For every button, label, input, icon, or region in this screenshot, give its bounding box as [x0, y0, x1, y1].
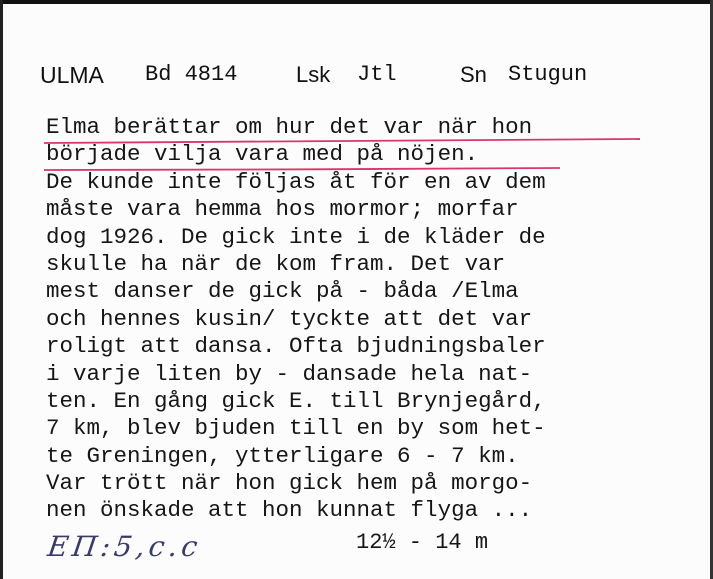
note-line-10: i varje liten by - dansade hela nat-: [46, 360, 533, 387]
recording-measurement: 12½ - 14 m: [356, 530, 489, 555]
note-line-2: började vilja vara med på nöjen.: [46, 141, 479, 168]
note-line-12: 7 km, blev bjuden till en by som het-: [46, 415, 546, 442]
typed-note-text: [46, 114, 686, 525]
note-line-8: och hennes kusin/ tyckte att det var: [46, 305, 533, 332]
note-line-15: nen önskade att hon kunnat flyga ...: [46, 497, 533, 524]
note-line-6: skulle ha när de kom fram. Det var: [46, 250, 506, 277]
note-line-14: Var trött när hon gick hem på morgo-: [46, 470, 533, 497]
note-line-13: te Greningen, ytterligare 6 - 7 km.: [46, 442, 519, 469]
note-line-11: ten. En gång gick E. till Brynjegård,: [46, 387, 546, 414]
card-top-edge: [0, 0, 713, 4]
note-line-9: roligt att dansa. Ofta bjudningsbaler: [46, 333, 546, 360]
card-header: [40, 62, 680, 92]
parish-label: Sn: [460, 62, 487, 87]
note-line-4: måste vara hemma hos mormor; morfar: [46, 196, 519, 223]
handwritten-classification: EП:5,c.c: [45, 530, 204, 563]
county-label: Lsk: [296, 62, 331, 87]
note-line-3: De kunde inte följas åt för en av dem: [46, 168, 546, 195]
parish-value: Stugun: [508, 62, 588, 87]
card-left-edge: [0, 0, 3, 579]
county-value: Jtl: [357, 62, 397, 87]
note-line-7: mest danser de gick på - båda /Elma: [46, 278, 519, 305]
note-line-1: Elma berättar om hur det var när hon: [46, 114, 533, 140]
note-line-5: dog 1926. De gick inte i de kläder de: [46, 223, 546, 250]
reference-number: Bd 4814: [145, 62, 238, 87]
archive-name: ULMA: [40, 62, 104, 88]
